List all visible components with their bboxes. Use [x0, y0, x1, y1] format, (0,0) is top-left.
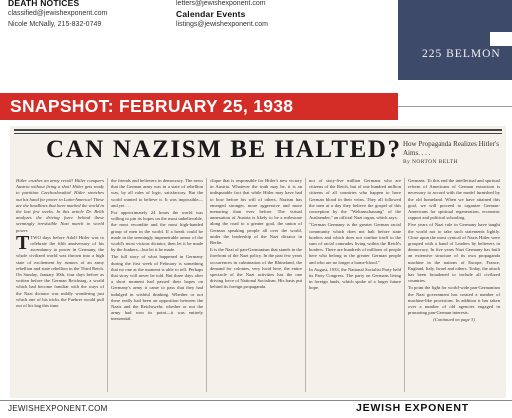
article-paragraph: To point the fight for world-wide pan-Germanism the Nazi government has created a number of machine-like provisions. In addition it has taken over a number of old agencies engaged in promoting pan-German interests. — [408, 285, 500, 316]
clipping-top-rule — [14, 129, 502, 131]
article-paragraph: "German Germany is the greater German racial community which does not halt before state borders and which does not confine itself to the sum of racial comrades living within the Reich's borders. There are hundreds of millions of people here who belong to the greater German people and who are no longer a home-blood." — [309, 222, 401, 265]
article-paragraph: In August, 1933, the National Socialist Party held its Party Congress. The party on Germans living in foreign lands, which spoke of a larger future hope. — [309, 266, 401, 291]
calendar-events-heading: Calendar Events — [176, 9, 246, 19]
ad-tag-shape — [490, 32, 512, 46]
clipping-headline: CAN NAZISM BE HALTED? — [46, 136, 402, 163]
article-clipping-image — [10, 126, 506, 398]
article-paragraph: Germans. To this end the intellectual and spiritual reform of Americans of German extraction is necessary to accord with the model furnished by the old homeland. When we have attained this goal, we will proceed to organize German-Americans for spiritual regeneration, economic rapport and political schooling. — [408, 178, 500, 221]
ad-address: 225 BELMON — [422, 48, 501, 60]
advertisement-banner[interactable] — [398, 0, 512, 80]
column-rule — [206, 178, 207, 392]
article-paragraph — [16, 231, 104, 309]
article-paragraph: nor of sixty-five million Germans who are citizens of the Reich, but of one hundred million citizens of all countries who happen to have German blood in their veins. They all followed the men at a day they believe the gospel of this conception by the "Weltanschauung" of the Auslaender," an official Nazi organ, which says: — [309, 178, 401, 221]
calendar-events-email[interactable]: listings@jewishexponent.com — [176, 21, 268, 28]
clipping-byline: By NORTON BELTH — [403, 159, 458, 165]
footer-url[interactable]: JEWISHEXPONENT.COM — [8, 404, 108, 413]
column-rule — [404, 178, 405, 392]
continued-note: (Continued on page 3) — [433, 317, 475, 323]
article-paragraph: clique that is responsible for Hitler's new victory in Austria. Whatever the truth may be, it is an indisputable fact that while Hitler may have had to bow before his will of others, Nazism has emerged stronger, more aggressive and more menacing than ever before. The virtual annexation of Austria is likely to be a milestone along the road to a greater goal, the union of German speaking people all over the world, under the leadership of the Nazi dictator in Berlin. — [210, 178, 302, 246]
clipping-deck — [403, 140, 506, 167]
article-intro: Hitler crushes an army revolt! Hitler conquers Austria without firing a shot! Hitler gets ready to partition Czechoslovakia! Hitler stretches out his hand for power in Latin-America! These are the headlines that have marked the world in the last few weeks. In this article Dr. Belth analyzes the driving force behind these seemingly irresistible Nazi march to world power. — [16, 178, 104, 233]
snapshot-title: SNAPSHOT: FEBRUARY 25, 1938 — [10, 96, 294, 116]
death-notices-contact: Nicole McNally, 215-832-0749 — [8, 21, 102, 28]
article-column-5 — [408, 178, 500, 394]
death-notices-block — [8, 0, 107, 30]
article-paragraph: For approximately 24 hours the world was willing to pin its hopes on the most unbelievable, the most recondite and the most high-handed group of men in the world. If a break could be made in the seemingly impenetrable armor of the world's most vicious dictator, then let it be made by the Junkers—but let it be made. — [111, 210, 203, 253]
article-paragraph: It is the Nazi of pan-Germanism that stands in the forefront of the Nazi policy. In the past few years occurrences in culmination of the Rhineland, the demand for colonies, very lucid here, the entire spectacle of the Nazi activities has the one driving force of National Socialism. His basis put behind its foreign propaganda. — [210, 247, 302, 290]
footer-rule — [0, 400, 512, 401]
article-column-3 — [210, 178, 302, 394]
article-column-1 — [16, 178, 104, 394]
article-paragraph: Five years of Nazi rule in Germany have taught the world not to take such statements lightly. Close upon the most cynical of Nazis Hitler were grouped with a band of Leaders by believers in democracy. In five years Nazi Germany has built an extensive structure of its own propaganda machine in the nations of Europe, France, England, Italy, Israel and others. Today, the attack has been broadened to include all civilized countries. — [408, 222, 500, 284]
article-paragraph: the friends and believers in democracy. The news that the German army was in a state of rebellion was, by all rules of logic, satisfactory. But the world wanted to believe it. It was impossible—and yet . . . — [111, 178, 203, 208]
death-notices-email[interactable]: classified@jewishexponent.com — [8, 10, 108, 17]
column-rule — [305, 178, 306, 392]
article-paragraph: The full story of what happened in Germany during the first week of February is something that no one at the moment is able to tell. Perhaps that story will never be told. But three days after a short moment had passed their hopes on Germany's army it came to pass that they had indulged in wishful thinking. Whether or not there really had been an opposition between the Nazis and the Reichswehr, whether or not the army had won its point—it was entirely inessential. — [111, 254, 203, 322]
footer-masthead: JEWISH EXPONENT — [356, 402, 469, 414]
column-rule — [107, 178, 108, 392]
banner-divider — [398, 106, 512, 107]
letters-email[interactable]: letters@jewishexponent.com — [176, 0, 266, 7]
letters-block — [176, 0, 268, 30]
snapshot-banner — [0, 93, 398, 120]
drop-cap: T — [16, 231, 30, 254]
article-column-4 — [309, 178, 401, 394]
article-lead-text: TWO days before Adolf Hitler was to celebrate the fifth anniversary of his ascendancy to power in Germany, the whole civilized world was thrown into a high state of excitement by rumors of an army rebellion and state rebellion in the Third Reich. On Sunday, January 30th, four days before as written before the German Reichstag, a world which had become familiar with the ways of the Nazi dictator was mildly wondering just which one of his tricks the Fuehrer would pull out of his bag this time. — [16, 234, 104, 309]
clipping-top-rule-thin — [14, 133, 502, 134]
article-column-2 — [111, 178, 203, 394]
clipping-deck-text: How Propaganda Realizes Hitler's Aims. . . . — [403, 140, 499, 157]
death-notices-heading: DEATH NOTICES — [8, 0, 80, 8]
